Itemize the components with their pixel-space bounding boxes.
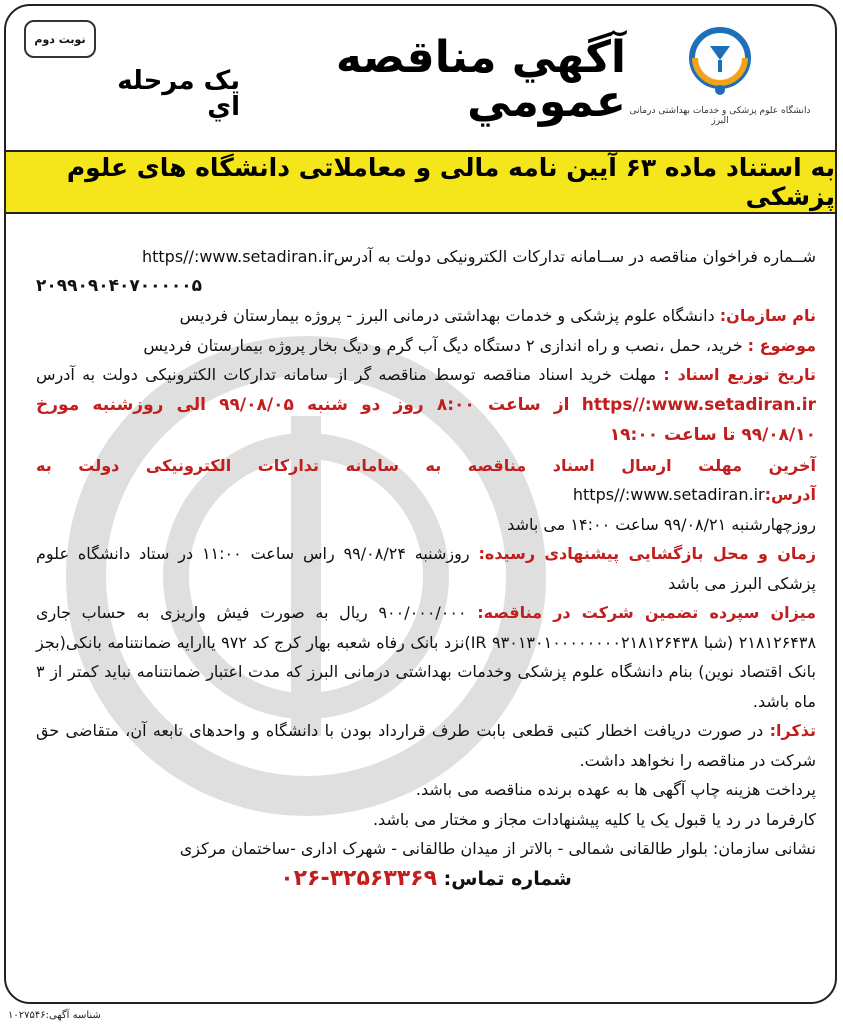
note-value: در صورت دریافت اخطار کتبی قطعی بابت طرف قرارداد بودن با دانشگاه و واحدهای تابعه آن، متقاضی حق شرکت در مناقصه را نخواهد داشت.: [36, 721, 816, 770]
distribution-window: از ساعت ۸:۰۰ روز دو شنبه ۹۹/۰۸/۰۵ الی روزشنبه مورخ ۹۹/۰۸/۱۰ تا ساعت ۱۹:۰۰: [36, 394, 816, 445]
university-logo: [625, 20, 815, 130]
banner-text: به استناد ماده ۶۳ آيين نامه مالی و معاملاتی دانشگاه های علوم پزشکی: [66, 153, 835, 211]
deadline-url: https//:www.setadiran.ir: [572, 485, 765, 504]
setad-url: https//:www.setadiran.ir: [141, 247, 334, 266]
deadline-paragraph: [36, 451, 816, 540]
deadline-value: روزچهارشنبه ۹۹/۰۸/۲۱ ساعت ۱۴:۰۰ می باشد: [507, 514, 816, 534]
publication-round-badge: نوبت دوم: [24, 20, 96, 58]
organization-value: دانشگاه علوم پزشکی و خدمات بهداشتی درمانی البرز - پروژه بیمارستان فردیس: [179, 306, 715, 325]
note-label: تذکرا:: [769, 721, 816, 740]
title-sub: يک مرحله اي: [117, 66, 241, 122]
address-paragraph: نشانی سازمان: بلوار طالقانی شمالی - بالاتر از میدان طالقانی - شهرک اداری -ساختمان مرکزی: [179, 839, 816, 858]
deposit-paragraph: [36, 598, 816, 716]
distribution-value: مهلت خرید اسناد مناقصه توسط مناقصه گر از سامانه تدارکات الکترونیکی دولت به آدرس: [36, 365, 657, 384]
header: [6, 6, 835, 146]
deadline-label: آخرین مهلت ارسال اسناد مناقصه به سامانه تدارکات الکترونیکی دولت به آدرس:: [36, 455, 816, 504]
logo-caption: دانشگاه علوم پزشکی و خدمات بهداشتی درمانی البرز: [629, 106, 811, 126]
contact-label: شماره تماس:: [443, 867, 572, 890]
ad-body: [36, 242, 816, 894]
ad-id: شناسه آگهی:۱۰۲۷۵۴۶: [8, 1010, 101, 1021]
title-main: آگهي مناقصه عمومي: [335, 32, 626, 127]
subject-paragraph: [36, 331, 816, 361]
deposit-value: ۹۰۰/۰۰۰/۰۰۰ ریال به صورت فیش واریزی به حساب جاری ۲۱۸۱۲۶۴۳۸ (شبا IR ۹۳۰۱۳۰۱۰۰۰۰۰۰۰۰۲۱۸۱۲۶۴۳۸)نزد بانک رفاه شعبه بهار کرج کد ۹۷۲ یاارایه ضمانتنامه بانکی(بجز بانک اقتصاد نوین) بنام دانشگاه علوم پزشکی وخدمات بهداشتی درمانی البرز که مدت اعتبار ضمانتنامه نباید کمتر از ۳ ماه باشد.: [36, 603, 817, 711]
organization-paragraph: [36, 301, 816, 331]
ad-title: [106, 24, 626, 127]
employer-paragraph: کارفرما در رد یا قبول یک یا کلیه پیشنهادات مجاز و مختار می باشد.: [372, 809, 816, 829]
print-cost-paragraph: پرداخت هزینه چاپ آگهی ها به عهده برنده مناقصه می باشد.: [415, 780, 816, 799]
tender-number-intro: شــماره فراخوان مناقصه در ســامانه تدارکات الکترونیکی دولت به آدرس: [333, 247, 816, 266]
tender-number-paragraph: [36, 242, 816, 301]
distribution-label: تاریخ توزیع اسناد :: [663, 365, 817, 384]
deposit-label: میزان سپرده تضمین شرکت در مناقصه:: [477, 603, 817, 622]
organization-label: نام سازمان:: [719, 306, 816, 325]
contact-number: ۰۲۶-۳۲۵۶۳۳۶۹: [280, 865, 438, 891]
advertisement-frame: [4, 4, 837, 1004]
legal-basis-banner: [6, 150, 835, 214]
tender-number: ۲۰۹۹۰۹۰۴۰۷۰۰۰۰۰۵: [36, 275, 203, 296]
distribution-url: https//:www.setadiran.ir: [581, 394, 817, 415]
contact-paragraph: [36, 864, 816, 895]
note-paragraph: [36, 716, 816, 775]
distribution-paragraph: [36, 360, 816, 451]
subject-value: خرید، حمل ،نصب و راه اندازی ۲ دستگاه دیگ آب گرم و دیگ بخار پروژه بیمارستان فردیس: [143, 335, 743, 355]
opening-paragraph: [36, 539, 816, 598]
opening-value: روزشنبه ۹۹/۰۸/۲۴ راس ساعت ۱۱:۰۰ در ستاد دانشگاه علوم پزشکی البرز می باشد: [36, 544, 816, 593]
subject-label: موضوع :: [747, 335, 816, 355]
university-emblem-icon: [625, 20, 815, 104]
opening-label: زمان و محل بازگشایی پیشنهادی رسیده:: [478, 544, 817, 563]
